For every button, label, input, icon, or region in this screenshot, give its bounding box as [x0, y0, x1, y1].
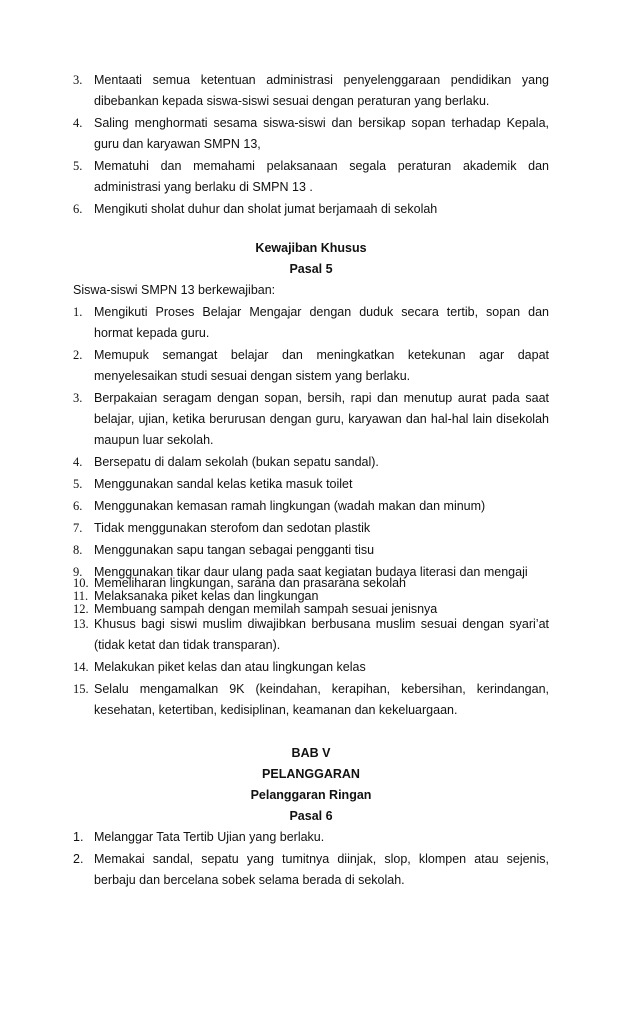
list-item: 3. Mentaati semua ketentuan administrasi penyelenggaraan pendidikan yang dibebankan kepada siswa-siswi sesuai dengan peraturan yang berlaku. — [73, 73, 549, 108]
chapter-title: PELANGGARAN — [262, 767, 360, 781]
special-obligations-list-compact — [73, 577, 549, 616]
section-heading: Pelanggaran Ringan — [250, 788, 372, 802]
general-obligations-list — [73, 70, 549, 221]
list-item: 13. Khusus bagi siswi muslim diwajibkan berbusana muslim sesuai dengan syari’at (tidak ketat dan tidak transparan). — [73, 617, 549, 652]
list-item: 14. Melakukan piket kelas dan atau lingkungan kelas — [73, 660, 366, 674]
list-item: 7. Tidak menggunakan sterofom dan sedotan plastik — [73, 521, 371, 535]
violations-list — [73, 827, 549, 892]
list-item: 8. Menggunakan sapu tangan sebagai pengganti tisu — [73, 543, 375, 557]
intro-text: Siswa-siswi SMPN 13 berkewajiban: — [73, 283, 276, 297]
list-item: 6. Mengikuti sholat duhur dan sholat jumat berjamaah di sekolah — [73, 202, 438, 216]
list-item: 5. Mematuhi dan memahami pelaksanaan segala peraturan akademik dan administrasi yang berlaku di SMPN 13 . — [73, 159, 549, 194]
list-item: 10. Memeliharan lingkungan, sarana dan prasarana sekolah — [73, 576, 407, 590]
list-item: 1. Melanggar Tata Tertib Ujian yang berlaku. — [73, 830, 325, 844]
list-item: 15. Selalu mengamalkan 9K (keindahan, kerapihan, kebersihan, kerindangan, kesehatan, ketertiban, kedisiplinan, keamanan dan kekeluargaan. — [73, 682, 549, 717]
pasal-heading: Pasal 6 — [289, 809, 333, 823]
list-item: 4. Bersepatu di dalam sekolah (bukan sepatu sandal). — [73, 455, 379, 469]
list-item: 4. Saling menghormati sesama siswa-siswi dan bersikap sopan terhadap Kepala, guru dan karyawan SMPN 13, — [73, 116, 549, 151]
special-obligations-list-continued — [73, 614, 549, 722]
pasal-heading: Pasal 5 — [289, 262, 333, 276]
list-item: 2. Memupuk semangat belajar dan meningkatkan ketekunan agar dapat menyelesaikan studi sesuai dengan sistem yang berlaku. — [73, 348, 549, 383]
list-item: 5. Menggunakan sandal kelas ketika masuk toilet — [73, 477, 353, 491]
list-item: 2. Memakai sandal, sepatu yang tumitnya diinjak, slop, klompen atau sejenis, berbaju dan bercelana sobek selama berada di sekolah. — [73, 852, 549, 887]
list-item: 1. Mengikuti Proses Belajar Mengajar dengan duduk secara tertib, sopan dan hormat kepada guru. — [73, 305, 549, 340]
chapter-heading: BAB V — [291, 746, 331, 760]
section-heading: Kewajiban Khusus — [255, 241, 367, 255]
list-item: 12. Membuang sampah dengan memilah sampah sesuai jenisnya — [73, 602, 438, 616]
list-item: 6. Menggunakan kemasan ramah lingkungan (wadah makan dan minum) — [73, 499, 486, 513]
list-item: 11. Melaksanaka piket kelas dan lingkungan — [73, 589, 319, 603]
list-item: 3. Berpakaian seragam dengan sopan, bersih, rapi dan menutup aurat pada saat belajar, ujian, ketika berurusan dengan guru, karyawan dan hal-hal lain disekolah maupun luar sekolah. — [73, 391, 549, 447]
special-obligations-list — [73, 302, 549, 584]
list-item: 9. Menggunakan tikar daur ulang pada saat kegiatan budaya literasi dan mengaji — [73, 565, 528, 579]
